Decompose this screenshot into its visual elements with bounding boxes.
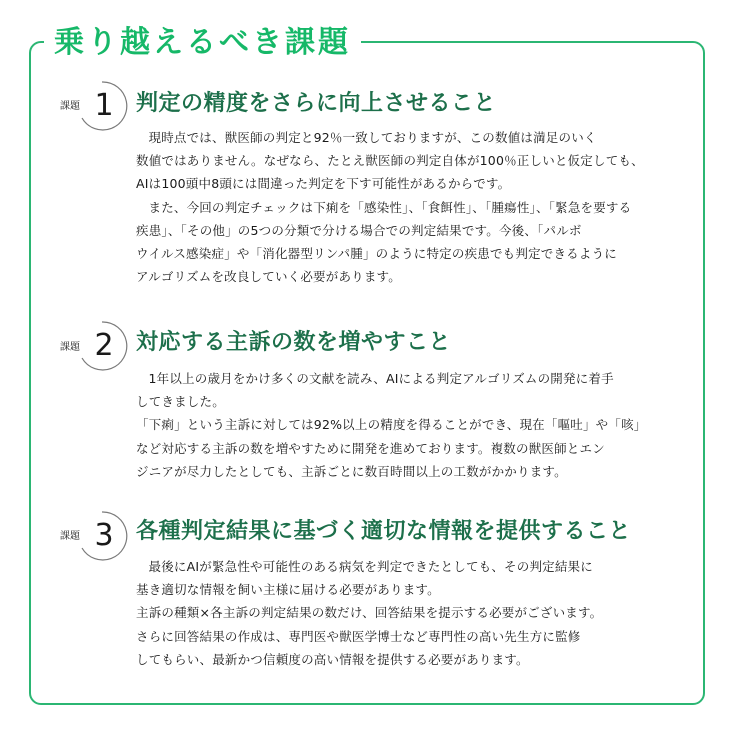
page-title: 乗り越えるべき課題 [44, 18, 361, 68]
body-line: ウイルス感染症」や「消化器型リンパ腫」のように特定の疾患でも判定できるように [136, 246, 617, 262]
issue-body [136, 367, 708, 483]
issue-heading: 判定の精度をさらに向上させること [136, 91, 497, 116]
issue-label: 課題 [60, 342, 80, 353]
body-line: 現時点では、獣医師の判定と92％一致しておりますが、この数値は満足のいく [148, 130, 597, 145]
issue-label: 課題 [60, 101, 80, 112]
issue-label: 課題 [60, 531, 80, 542]
issue-number: 1 [94, 88, 114, 123]
body-line: 数値ではありません。なぜなら、たとえ獣医師の判定自体が100％正しいと仮定しても、 [136, 153, 644, 169]
issue-body [136, 555, 708, 671]
body-line: 「下痢」という主訴に対しては92%以上の精度を得ることができ、現在「嘔吐」や「咳」 [136, 417, 647, 433]
issue-body [136, 126, 708, 288]
body-line: AIは100頭中8頭には間違った判定を下す可能性があるからです。 [136, 176, 511, 192]
body-line: アルゴリズムを改良していく必要があります。 [136, 269, 401, 285]
body-line: 1年以上の歳月をかけ多くの文献を読み、AIによる判定アルゴリズムの開発に着手 [148, 371, 614, 386]
body-line: してきました。 [136, 394, 225, 410]
issue-heading: 対応する主訴の数を増やすこと [136, 330, 452, 355]
body-line: ジニアが尽力したとしても、主訴ごとに数百時間以上の工数がかかります。 [136, 463, 567, 479]
body-line: してもらい、最新かつ信頼度の高い情報を提供する必要があります。 [136, 651, 529, 667]
body-line: など対応する主訴の数を増やすために開発を進めております。複数の獣医師とエン [136, 440, 605, 456]
issue-number: 2 [94, 328, 114, 363]
issue-heading: 各種判定結果に基づく適切な情報を提供すること [136, 519, 632, 544]
body-line: 最後にAIが緊急性や可能性のある病気を判定できたとしても、その判定結果に [148, 559, 593, 574]
body-line: さらに回答結果の作成は、専門医や獣医学博士など専門性の高い先生方に監修 [136, 628, 581, 644]
body-line: 基き適切な情報を飼い主様に届ける必要があります。 [136, 582, 440, 598]
issue-number: 3 [94, 518, 114, 553]
body-line: また、今回の判定チェックは下痢を「感染性」、「食餌性」、「腫瘍性」、「緊急を要する [148, 199, 632, 215]
body-line: 疾患」、「その他」の5つの分類で分ける場合での判定結果です。今後、「パルボ [136, 222, 582, 238]
body-line: 主訴の種類×各主訴の判定結果の数だけ、回答結果を提示する必要がございます。 [136, 605, 603, 621]
